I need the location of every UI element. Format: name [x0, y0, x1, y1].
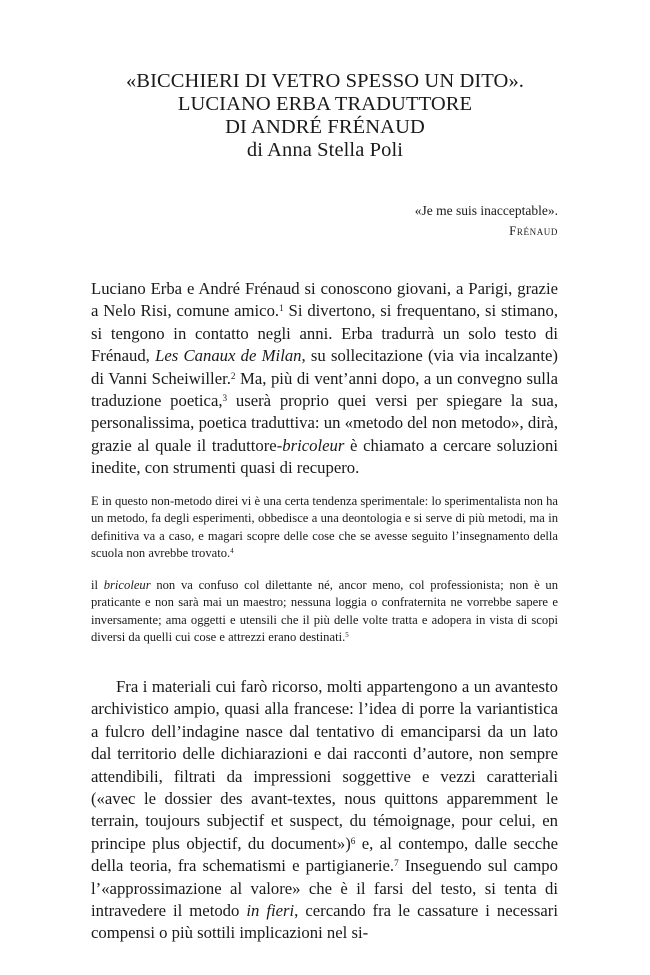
text-run: Fra i materiali cui farò ricorso, molti appartengono a un avantesto archivistico ampio, quasi alla francese: l’idea di porre la variantistica a fulcro dell’indagine nasce dal tentativo di emanciparsi da un lato dal territorio delle dichiarazioni e dai racconti d’autore, non sempre attendibili, filtrati da impressioni soggettive e vezzi caratteriali («avec le dossier des avant-textes, nous quittons apparemment le terrain, toujours subjectif et suspect, du témoignage, pour celui, en principe plus objectif, du document»): [91, 677, 558, 853]
text-run: Ma, più di vent’anni dopo, a un convegno sulla traduzione poetica,: [91, 368, 558, 411]
title-line-2: LUCIANO ERBA TRADUTTORE: [177, 93, 473, 115]
text-run: e, al contempo, dalle secche della teoria, fra schematismi e partigianerie.: [91, 833, 558, 876]
epigraph: [415, 202, 558, 242]
text-run: è chiamato a cercare soluzioni inedite, con strumenti quasi di recupero.: [91, 435, 558, 478]
epigraph-quote: «Je me suis inacceptable».: [414, 203, 558, 218]
footnote-ref[interactable]: 6: [350, 835, 356, 846]
block-quote-1: [91, 493, 558, 563]
article-author: di Anna Stella Poli: [246, 139, 404, 161]
text-run: , cercando fra le cassature i necessari compensi o più sottili implicazioni nel si-: [91, 901, 559, 943]
body-paragraph-1: [91, 278, 558, 480]
text-run: il: [91, 578, 104, 592]
title-line-3: DI ANDRÉ FRÉNAUD: [225, 116, 425, 138]
epigraph-author: Frénaud: [509, 223, 558, 238]
footnote-ref[interactable]: 5: [345, 632, 349, 640]
block-quote-2: [91, 577, 558, 647]
body-paragraph-2: [91, 676, 558, 945]
text-run: Si divertono, si frequentano, si stimano, si tengono in contatto negli anni. Erba tradurrà un solo testo di Frénaud,: [91, 301, 559, 366]
text-run: , su sollecitazione (via via incalzante) di Vanni Scheiwiller.: [91, 346, 558, 388]
footnote-ref[interactable]: 1: [279, 303, 284, 314]
footnote-ref[interactable]: 2: [230, 370, 236, 381]
article-title: [0, 70, 650, 162]
italic-term: bricoleur: [282, 435, 345, 455]
text-run: non va confuso col dilettante né, ancor meno, col professionista; non è un praticante e non sarà mai un maestro; nessuna loggia o confraternita ne vorrebbe sapere e inversamente; ama oggetti e utensili che il più delle volte tratta e adopera in vista di scopi diversi da quelli cui cose e attrezzi erano destinati.: [91, 578, 558, 645]
text-run: Luciano Erba e André Frénaud si conoscono giovani, a Parigi, grazie a Nelo Risi, comune amico.: [91, 279, 558, 321]
italic-term: bricoleur: [103, 578, 151, 592]
work-title: Les Canaux de Milan: [155, 346, 302, 366]
title-line-1: «BICCHIERI DI VETRO SPESSO UN DITO».: [125, 70, 525, 92]
footnote-ref[interactable]: 3: [222, 392, 228, 403]
italic-term: in fieri: [246, 901, 295, 921]
footnote-ref[interactable]: 7: [394, 858, 399, 869]
text-run: userà proprio quei versi per spiegare la sua, personalissima, poetica traduttiva: un «metodo del non metodo», dirà, grazie al quale il traduttore-: [91, 391, 558, 455]
text-run: Inseguendo sul campo l’«approssimazione al valore» che è il farsi del testo, si tenta di intravedere il metodo: [91, 856, 558, 921]
footnote-ref[interactable]: 4: [230, 548, 234, 556]
quote-text: E in questo non-metodo direi vi è una certa tendenza sperimentale: lo sperimentalista non ha un metodo, fa degli esperimenti, obbedisce a una deontologia e si serve di più metodi, ma in definitiva va a caso, e magari scopre delle cose che se avesse seguito l’insegnamento della scuola non avrebbe trovato.: [91, 494, 558, 561]
